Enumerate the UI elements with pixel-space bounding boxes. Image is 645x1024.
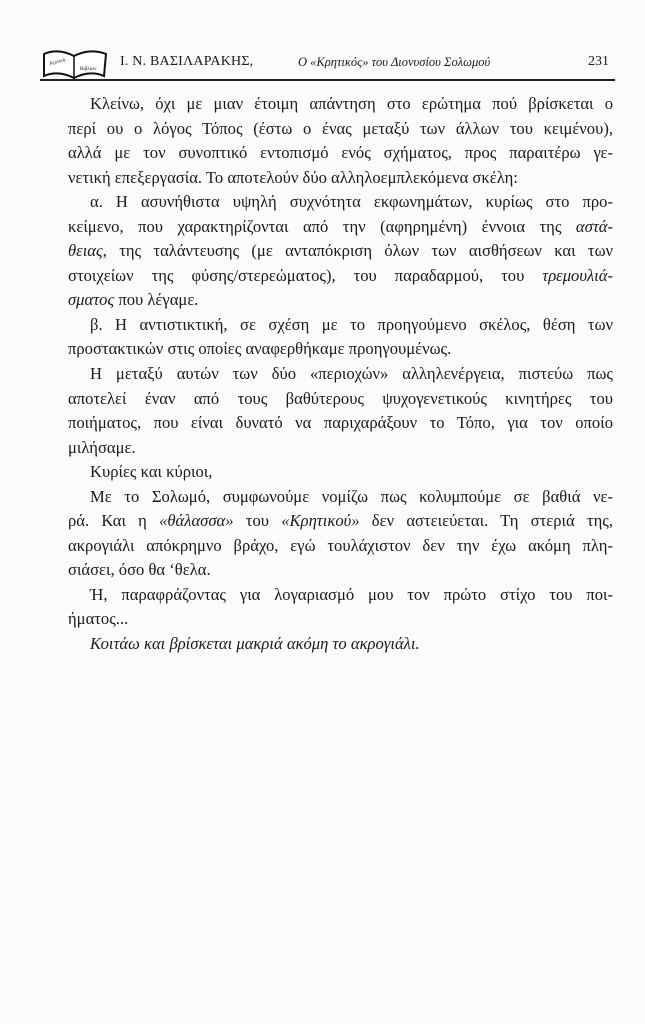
text-line: [68, 509, 613, 534]
text-segment: ήματος...: [68, 609, 129, 629]
italic-text: θειας: [68, 241, 103, 261]
text-segment: που λέγαμε.: [114, 290, 199, 310]
text-segment: αποτελεί έναν από τους βαθύτερους ψυχογενετικούς κινητήρες του: [68, 388, 613, 408]
text-segment: Η μεταξύ αυτών των δύο «περιοχών» αλληλενέργεια, πιστεύω πως: [90, 364, 613, 384]
text-segment: α. Η ασυνήθιστα υψηλή συχνότητα εκφωνημάτων, κυρίως στο προ-: [90, 192, 613, 212]
text-line: [68, 166, 613, 191]
header-author: Ι. Ν. ΒΑΣΙΛΑΡΑΚΗΣ,: [120, 54, 254, 69]
text-segment: , της ταλάντευσης (με ανταπόκριση όλων των αισθήσεων και των: [102, 241, 613, 261]
text-line: [68, 632, 613, 657]
text-line: [68, 337, 613, 362]
text-segment: β. Η αντιστικτική, σε σχέση με το προηγούμενο σκέλος, θέση των: [90, 314, 613, 334]
text-line: [68, 141, 613, 166]
text-line: [68, 534, 613, 559]
text-segment: αλλά με τον συνοπτικό εντοπισμό ενός σχήματος, προς παραιτέρω γε-: [68, 143, 613, 163]
header-title: Ο «Κρητικός» του Διονυσίου Σολωμού: [298, 55, 491, 69]
text-segment: του: [233, 511, 282, 531]
italic-text: αστά-: [575, 216, 613, 236]
text-line: [68, 92, 613, 117]
text-segment: στοιχείων της φύσης/στερεώματος), του παραδαρμού, του: [68, 265, 543, 285]
running-header: [40, 46, 615, 80]
text-segment: κείμενο, που χαρακτηρίζονται από την (αφηρημένη) έννοια της: [68, 216, 576, 236]
text-segment: δεν αστειεύεται. Τη στεριά της,: [359, 511, 613, 531]
text-segment: περί ου ο λόγος Τόπος (έστω ο ένας μεταξύ των άλλων του κειμένου),: [68, 118, 613, 138]
svg-text:Κριτική: Κριτική: [49, 58, 67, 67]
text-segment: ακρογιάλι απόκρημνο βράχο, εγώ τουλάχιστον δεν την έχω ακόμη πλη-: [68, 535, 613, 555]
page-number: 231: [588, 54, 609, 69]
text-line: [68, 436, 613, 461]
text-segment: νετική επεξεργασία. Το αποτελούν δύο αλληλοεμπλεκόμενα σκέλη:: [68, 167, 518, 187]
italic-text: σματος: [68, 290, 115, 310]
text-line: [68, 607, 613, 632]
text-line: [68, 411, 613, 436]
text-line: [68, 387, 613, 412]
text-line: [68, 264, 613, 289]
open-book-logo-icon: [40, 46, 110, 82]
text-line: [68, 362, 613, 387]
text-segment: σιάσει, όσο θα ‘θελα.: [68, 560, 211, 580]
text-line: [68, 485, 613, 510]
text-segment: μιλήσαμε.: [68, 437, 136, 457]
text-segment: Κυρίες και κύριοι,: [90, 462, 213, 482]
text-line: [68, 215, 613, 240]
italic-text: τρεμουλιά-: [542, 265, 613, 285]
text-segment: προστακτικών στις οποίες αναφερθήκαμε προηγουμένως.: [68, 339, 452, 359]
italic-text: Κοιτάω και βρίσκεται μακριά ακόμη το ακρογιάλι.: [90, 634, 420, 654]
text-segment: Ή, παραφράζοντας για λογαριασμό μου τον πρώτο στίχο του ποι-: [90, 584, 613, 604]
body-text: [68, 92, 613, 657]
italic-text: «θάλασσα»: [159, 511, 234, 531]
text-line: [68, 583, 613, 608]
text-line: [68, 239, 613, 264]
svg-text:Βιβλίων: Βιβλίων: [80, 67, 97, 72]
text-segment: ποιήματος, που είναι δυνατό να παριχαράξουν το Τόπο, για τον οποίο: [68, 413, 613, 433]
header-rule: [40, 79, 615, 81]
text-line: [68, 117, 613, 142]
text-line: [68, 313, 613, 338]
text-segment: Κλείνω, όχι με μιαν έτοιμη απάντηση στο ερώτημα πού βρίσκεται ο: [90, 94, 613, 113]
italic-text: «Κρητικού»: [281, 511, 360, 531]
text-segment: ρά. Και η: [68, 511, 160, 531]
text-segment: Με το Σολωμό, συμφωνούμε νομίζω πως κολυμπούμε σε βαθιά νε-: [90, 486, 613, 506]
text-line: [68, 190, 613, 215]
text-line: [68, 288, 613, 313]
text-line: [68, 558, 613, 583]
text-line: [68, 460, 613, 485]
